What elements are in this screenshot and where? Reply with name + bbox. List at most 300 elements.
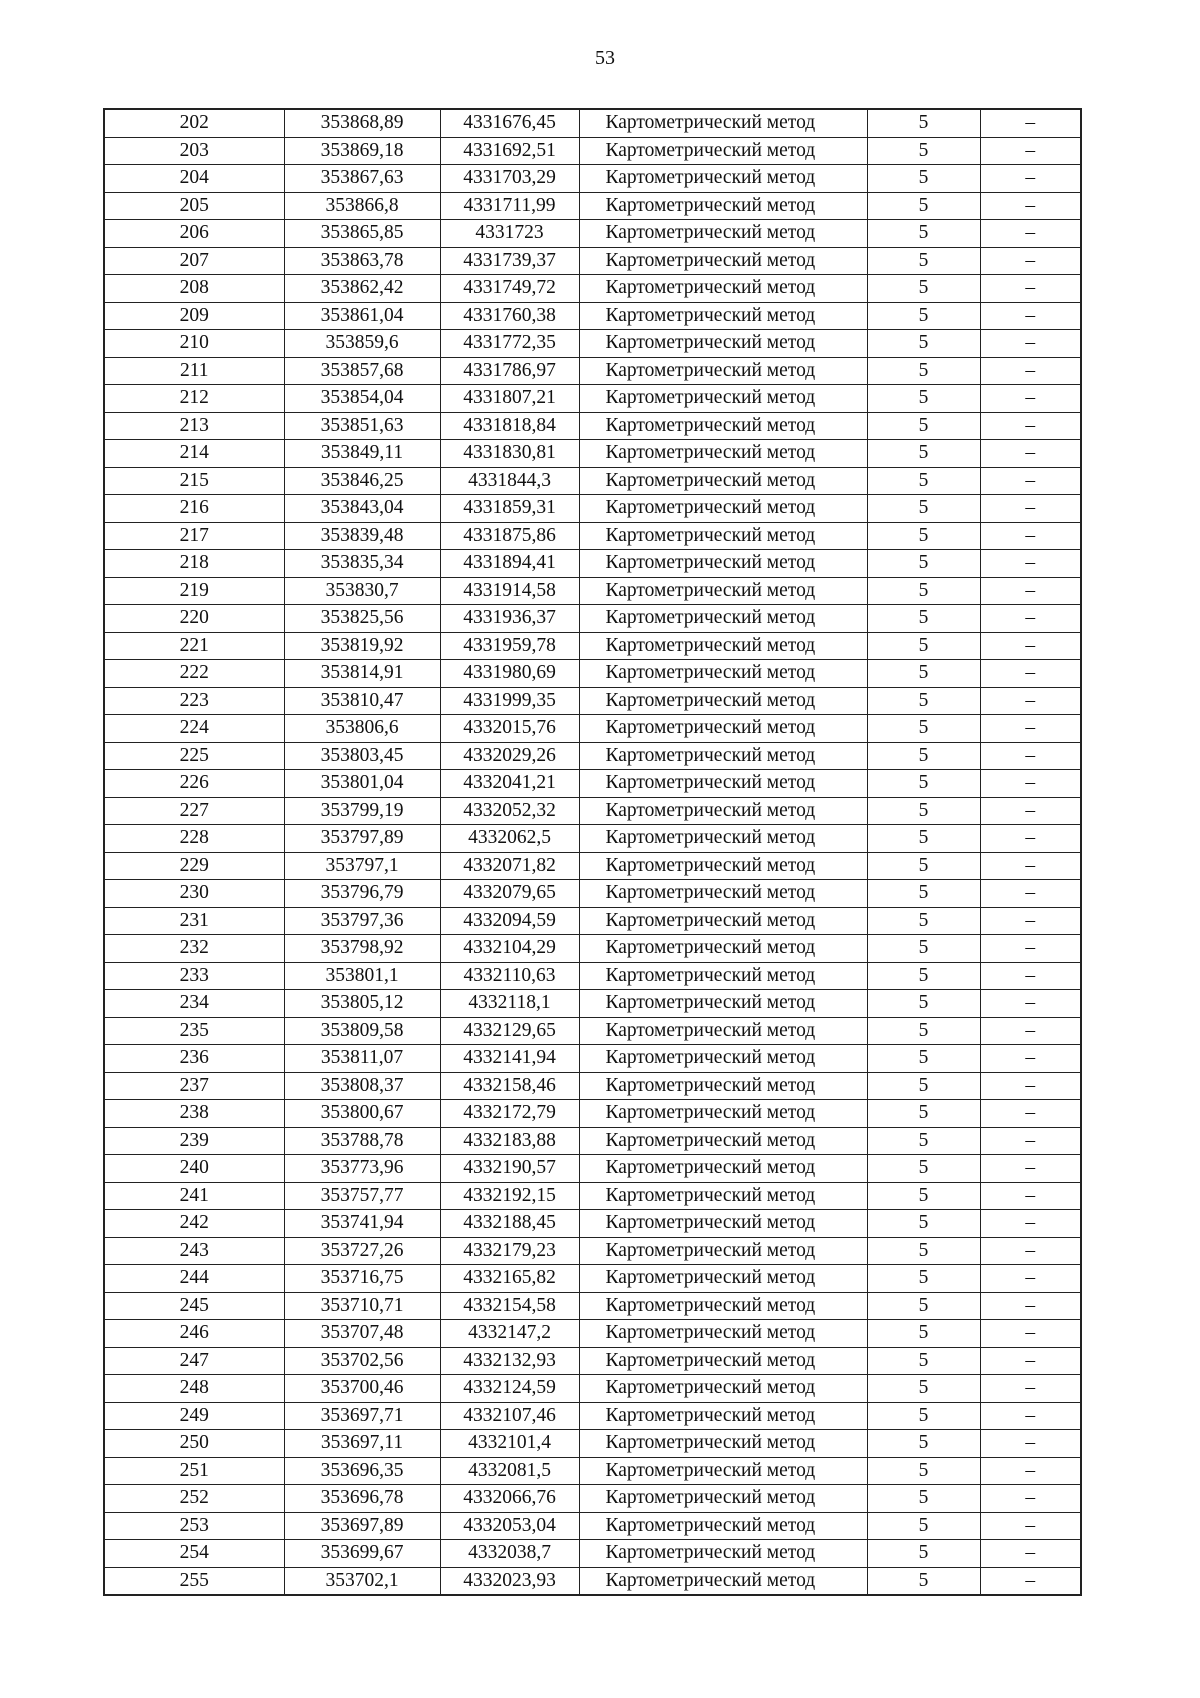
point-number-cell: 253: [104, 1512, 284, 1540]
note-cell: –: [980, 1045, 1081, 1073]
point-number-cell: 237: [104, 1072, 284, 1100]
note-cell: –: [980, 330, 1081, 358]
method-cell: Картометрический метод: [579, 275, 867, 303]
point-number-cell: 230: [104, 880, 284, 908]
note-cell: –: [980, 1320, 1081, 1348]
method-cell: Картометрический метод: [579, 1072, 867, 1100]
x-coordinate-cell: 353839,48: [284, 522, 440, 550]
point-number-cell: 213: [104, 412, 284, 440]
x-coordinate-cell: 353825,56: [284, 605, 440, 633]
x-coordinate-cell: 353707,48: [284, 1320, 440, 1348]
accuracy-cell: 5: [867, 1375, 980, 1403]
y-coordinate-cell: 4331692,51: [440, 137, 579, 165]
x-coordinate-cell: 353803,45: [284, 742, 440, 770]
method-cell: Картометрический метод: [579, 467, 867, 495]
x-coordinate-cell: 353843,04: [284, 495, 440, 523]
y-coordinate-cell: 4331894,41: [440, 550, 579, 578]
table-row: [104, 742, 1081, 770]
table-row: [104, 715, 1081, 743]
note-cell: –: [980, 1210, 1081, 1238]
table-row: [104, 165, 1081, 193]
accuracy-cell: 5: [867, 109, 980, 137]
method-cell: Картометрический метод: [579, 220, 867, 248]
x-coordinate-cell: 353861,04: [284, 302, 440, 330]
x-coordinate-cell: 353716,75: [284, 1265, 440, 1293]
x-coordinate-cell: 353700,46: [284, 1375, 440, 1403]
y-coordinate-cell: 4331749,72: [440, 275, 579, 303]
point-number-cell: 238: [104, 1100, 284, 1128]
accuracy-cell: 5: [867, 605, 980, 633]
accuracy-cell: 5: [867, 495, 980, 523]
y-coordinate-cell: 4331844,3: [440, 467, 579, 495]
accuracy-cell: 5: [867, 1127, 980, 1155]
accuracy-cell: 5: [867, 357, 980, 385]
coordinates-table: [103, 108, 1082, 1596]
x-coordinate-cell: 353710,71: [284, 1292, 440, 1320]
table-row: [104, 1540, 1081, 1568]
note-cell: –: [980, 1567, 1081, 1595]
table-row: [104, 1017, 1081, 1045]
x-coordinate-cell: 353808,37: [284, 1072, 440, 1100]
point-number-cell: 234: [104, 990, 284, 1018]
method-cell: Картометрический метод: [579, 1237, 867, 1265]
method-cell: Картометрический метод: [579, 1320, 867, 1348]
method-cell: Картометрический метод: [579, 550, 867, 578]
accuracy-cell: 5: [867, 247, 980, 275]
x-coordinate-cell: 353835,34: [284, 550, 440, 578]
table-row: [104, 935, 1081, 963]
y-coordinate-cell: 4332094,59: [440, 907, 579, 935]
method-cell: Картометрический метод: [579, 1100, 867, 1128]
method-cell: Картометрический метод: [579, 687, 867, 715]
note-cell: –: [980, 1100, 1081, 1128]
point-number-cell: 242: [104, 1210, 284, 1238]
x-coordinate-cell: 353806,6: [284, 715, 440, 743]
point-number-cell: 250: [104, 1430, 284, 1458]
point-number-cell: 211: [104, 357, 284, 385]
y-coordinate-cell: 4332192,15: [440, 1182, 579, 1210]
y-coordinate-cell: 4332188,45: [440, 1210, 579, 1238]
point-number-cell: 240: [104, 1155, 284, 1183]
point-number-cell: 209: [104, 302, 284, 330]
note-cell: –: [980, 109, 1081, 137]
note-cell: –: [980, 990, 1081, 1018]
note-cell: –: [980, 385, 1081, 413]
note-cell: –: [980, 165, 1081, 193]
note-cell: –: [980, 137, 1081, 165]
accuracy-cell: 5: [867, 852, 980, 880]
note-cell: –: [980, 440, 1081, 468]
accuracy-cell: 5: [867, 1430, 980, 1458]
point-number-cell: 222: [104, 660, 284, 688]
accuracy-cell: 5: [867, 1567, 980, 1595]
point-number-cell: 251: [104, 1457, 284, 1485]
y-coordinate-cell: 4331760,38: [440, 302, 579, 330]
note-cell: –: [980, 1127, 1081, 1155]
accuracy-cell: 5: [867, 577, 980, 605]
note-cell: –: [980, 1457, 1081, 1485]
accuracy-cell: 5: [867, 522, 980, 550]
method-cell: Картометрический метод: [579, 577, 867, 605]
method-cell: Картометрический метод: [579, 1457, 867, 1485]
point-number-cell: 224: [104, 715, 284, 743]
method-cell: Картометрический метод: [579, 962, 867, 990]
table-row: [104, 880, 1081, 908]
accuracy-cell: 5: [867, 962, 980, 990]
point-number-cell: 255: [104, 1567, 284, 1595]
x-coordinate-cell: 353797,1: [284, 852, 440, 880]
y-coordinate-cell: 4332029,26: [440, 742, 579, 770]
point-number-cell: 245: [104, 1292, 284, 1320]
accuracy-cell: 5: [867, 385, 980, 413]
y-coordinate-cell: 4332110,63: [440, 962, 579, 990]
accuracy-cell: 5: [867, 192, 980, 220]
y-coordinate-cell: 4332165,82: [440, 1265, 579, 1293]
method-cell: Картометрический метод: [579, 1045, 867, 1073]
note-cell: –: [980, 302, 1081, 330]
accuracy-cell: 5: [867, 990, 980, 1018]
accuracy-cell: 5: [867, 660, 980, 688]
point-number-cell: 226: [104, 770, 284, 798]
note-cell: –: [980, 1402, 1081, 1430]
point-number-cell: 206: [104, 220, 284, 248]
point-number-cell: 235: [104, 1017, 284, 1045]
table-row: [104, 109, 1081, 137]
table-row: [104, 1567, 1081, 1595]
x-coordinate-cell: 353699,67: [284, 1540, 440, 1568]
table-row: [104, 1402, 1081, 1430]
table-row: [104, 687, 1081, 715]
point-number-cell: 227: [104, 797, 284, 825]
accuracy-cell: 5: [867, 302, 980, 330]
note-cell: –: [980, 522, 1081, 550]
note-cell: –: [980, 357, 1081, 385]
table-row: [104, 1045, 1081, 1073]
table-row: [104, 467, 1081, 495]
x-coordinate-cell: 353814,91: [284, 660, 440, 688]
note-cell: –: [980, 797, 1081, 825]
method-cell: Картометрический метод: [579, 1210, 867, 1238]
point-number-cell: 233: [104, 962, 284, 990]
note-cell: –: [980, 852, 1081, 880]
x-coordinate-cell: 353799,19: [284, 797, 440, 825]
accuracy-cell: 5: [867, 1402, 980, 1430]
method-cell: Картометрический метод: [579, 770, 867, 798]
accuracy-cell: 5: [867, 1512, 980, 1540]
method-cell: Картометрический метод: [579, 522, 867, 550]
accuracy-cell: 5: [867, 797, 980, 825]
accuracy-cell: 5: [867, 550, 980, 578]
y-coordinate-cell: 4332038,7: [440, 1540, 579, 1568]
point-number-cell: 248: [104, 1375, 284, 1403]
y-coordinate-cell: 4332154,58: [440, 1292, 579, 1320]
accuracy-cell: 5: [867, 275, 980, 303]
y-coordinate-cell: 4331830,81: [440, 440, 579, 468]
note-cell: –: [980, 1485, 1081, 1513]
note-cell: –: [980, 1347, 1081, 1375]
y-coordinate-cell: 4332158,46: [440, 1072, 579, 1100]
table-row: [104, 990, 1081, 1018]
point-number-cell: 221: [104, 632, 284, 660]
x-coordinate-cell: 353797,36: [284, 907, 440, 935]
method-cell: Картометрический метод: [579, 880, 867, 908]
point-number-cell: 236: [104, 1045, 284, 1073]
accuracy-cell: 5: [867, 1237, 980, 1265]
x-coordinate-cell: 353801,1: [284, 962, 440, 990]
note-cell: –: [980, 1017, 1081, 1045]
point-number-cell: 202: [104, 109, 284, 137]
x-coordinate-cell: 353857,68: [284, 357, 440, 385]
table-row: [104, 385, 1081, 413]
method-cell: Картометрический метод: [579, 1292, 867, 1320]
table-row: [104, 1320, 1081, 1348]
y-coordinate-cell: 4332023,93: [440, 1567, 579, 1595]
method-cell: Картометрический метод: [579, 1182, 867, 1210]
note-cell: –: [980, 1237, 1081, 1265]
method-cell: Картометрический метод: [579, 632, 867, 660]
x-coordinate-cell: 353757,77: [284, 1182, 440, 1210]
note-cell: –: [980, 1512, 1081, 1540]
method-cell: Картометрический метод: [579, 192, 867, 220]
y-coordinate-cell: 4332052,32: [440, 797, 579, 825]
y-coordinate-cell: 4332079,65: [440, 880, 579, 908]
method-cell: Картометрический метод: [579, 1485, 867, 1513]
method-cell: Картометрический метод: [579, 137, 867, 165]
accuracy-cell: 5: [867, 770, 980, 798]
table-row: [104, 770, 1081, 798]
y-coordinate-cell: 4332107,46: [440, 1402, 579, 1430]
accuracy-cell: 5: [867, 907, 980, 935]
table-row: [104, 247, 1081, 275]
note-cell: –: [980, 577, 1081, 605]
y-coordinate-cell: 4332066,76: [440, 1485, 579, 1513]
table-row: [104, 1485, 1081, 1513]
y-coordinate-cell: 4332118,1: [440, 990, 579, 1018]
point-number-cell: 212: [104, 385, 284, 413]
table-row: [104, 1237, 1081, 1265]
x-coordinate-cell: 353797,89: [284, 825, 440, 853]
note-cell: –: [980, 1292, 1081, 1320]
x-coordinate-cell: 353867,63: [284, 165, 440, 193]
accuracy-cell: 5: [867, 137, 980, 165]
note-cell: –: [980, 605, 1081, 633]
accuracy-cell: 5: [867, 1100, 980, 1128]
x-coordinate-cell: 353727,26: [284, 1237, 440, 1265]
note-cell: –: [980, 220, 1081, 248]
y-coordinate-cell: 4331676,45: [440, 109, 579, 137]
x-coordinate-cell: 353862,42: [284, 275, 440, 303]
method-cell: Картометрический метод: [579, 852, 867, 880]
y-coordinate-cell: 4331959,78: [440, 632, 579, 660]
note-cell: –: [980, 770, 1081, 798]
point-number-cell: 249: [104, 1402, 284, 1430]
point-number-cell: 223: [104, 687, 284, 715]
method-cell: Картометрический метод: [579, 330, 867, 358]
method-cell: Картометрический метод: [579, 247, 867, 275]
x-coordinate-cell: 353830,7: [284, 577, 440, 605]
y-coordinate-cell: 4331703,29: [440, 165, 579, 193]
y-coordinate-cell: 4332101,4: [440, 1430, 579, 1458]
x-coordinate-cell: 353697,71: [284, 1402, 440, 1430]
table-row: [104, 302, 1081, 330]
x-coordinate-cell: 353800,67: [284, 1100, 440, 1128]
x-coordinate-cell: 353801,04: [284, 770, 440, 798]
table-row: [104, 220, 1081, 248]
table-row: [104, 495, 1081, 523]
method-cell: Картометрический метод: [579, 797, 867, 825]
point-number-cell: 210: [104, 330, 284, 358]
accuracy-cell: 5: [867, 1155, 980, 1183]
table-row: [104, 1347, 1081, 1375]
note-cell: –: [980, 907, 1081, 935]
y-coordinate-cell: 4332172,79: [440, 1100, 579, 1128]
y-coordinate-cell: 4331786,97: [440, 357, 579, 385]
table-row: [104, 275, 1081, 303]
x-coordinate-cell: 353866,8: [284, 192, 440, 220]
method-cell: Картометрический метод: [579, 1347, 867, 1375]
x-coordinate-cell: 353819,92: [284, 632, 440, 660]
accuracy-cell: 5: [867, 880, 980, 908]
method-cell: Картометрический метод: [579, 742, 867, 770]
point-number-cell: 220: [104, 605, 284, 633]
table-body: [104, 109, 1081, 1595]
y-coordinate-cell: 4331739,37: [440, 247, 579, 275]
table-row: [104, 412, 1081, 440]
method-cell: Картометрический метод: [579, 385, 867, 413]
y-coordinate-cell: 4331980,69: [440, 660, 579, 688]
table-row: [104, 1430, 1081, 1458]
accuracy-cell: 5: [867, 1485, 980, 1513]
y-coordinate-cell: 4331936,37: [440, 605, 579, 633]
accuracy-cell: 5: [867, 742, 980, 770]
table-row: [104, 1072, 1081, 1100]
method-cell: Картометрический метод: [579, 1155, 867, 1183]
table-row: [104, 192, 1081, 220]
table-row: [104, 1127, 1081, 1155]
y-coordinate-cell: 4332062,5: [440, 825, 579, 853]
y-coordinate-cell: 4332104,29: [440, 935, 579, 963]
table-row: [104, 605, 1081, 633]
note-cell: –: [980, 412, 1081, 440]
note-cell: –: [980, 742, 1081, 770]
y-coordinate-cell: 4332129,65: [440, 1017, 579, 1045]
point-number-cell: 246: [104, 1320, 284, 1348]
table-row: [104, 1375, 1081, 1403]
method-cell: Картометрический метод: [579, 165, 867, 193]
method-cell: Картометрический метод: [579, 605, 867, 633]
point-number-cell: 232: [104, 935, 284, 963]
x-coordinate-cell: 353696,35: [284, 1457, 440, 1485]
table-row: [104, 1512, 1081, 1540]
point-number-cell: 244: [104, 1265, 284, 1293]
method-cell: Картометрический метод: [579, 715, 867, 743]
point-number-cell: 241: [104, 1182, 284, 1210]
method-cell: Картометрический метод: [579, 357, 867, 385]
table-row: [104, 1265, 1081, 1293]
point-number-cell: 204: [104, 165, 284, 193]
x-coordinate-cell: 353849,11: [284, 440, 440, 468]
note-cell: –: [980, 880, 1081, 908]
x-coordinate-cell: 353810,47: [284, 687, 440, 715]
point-number-cell: 243: [104, 1237, 284, 1265]
y-coordinate-cell: 4332147,2: [440, 1320, 579, 1348]
accuracy-cell: 5: [867, 687, 980, 715]
accuracy-cell: 5: [867, 330, 980, 358]
table-row: [104, 357, 1081, 385]
point-number-cell: 239: [104, 1127, 284, 1155]
y-coordinate-cell: 4332141,94: [440, 1045, 579, 1073]
note-cell: –: [980, 1182, 1081, 1210]
method-cell: Картометрический метод: [579, 1127, 867, 1155]
method-cell: Картометрический метод: [579, 1540, 867, 1568]
accuracy-cell: 5: [867, 220, 980, 248]
table-row: [104, 907, 1081, 935]
y-coordinate-cell: 4331723: [440, 220, 579, 248]
point-number-cell: 216: [104, 495, 284, 523]
table-row: [104, 632, 1081, 660]
table-row: [104, 962, 1081, 990]
note-cell: –: [980, 962, 1081, 990]
y-coordinate-cell: 4332183,88: [440, 1127, 579, 1155]
point-number-cell: 228: [104, 825, 284, 853]
y-coordinate-cell: 4331772,35: [440, 330, 579, 358]
note-cell: –: [980, 1430, 1081, 1458]
note-cell: –: [980, 1072, 1081, 1100]
accuracy-cell: 5: [867, 1045, 980, 1073]
note-cell: –: [980, 825, 1081, 853]
table-row: [104, 1182, 1081, 1210]
point-number-cell: 203: [104, 137, 284, 165]
note-cell: –: [980, 715, 1081, 743]
accuracy-cell: 5: [867, 165, 980, 193]
table-row: [104, 825, 1081, 853]
note-cell: –: [980, 1375, 1081, 1403]
point-number-cell: 207: [104, 247, 284, 275]
y-coordinate-cell: 4332190,57: [440, 1155, 579, 1183]
table-row: [104, 577, 1081, 605]
note-cell: –: [980, 467, 1081, 495]
y-coordinate-cell: 4331859,31: [440, 495, 579, 523]
table-row: [104, 1155, 1081, 1183]
accuracy-cell: 5: [867, 1320, 980, 1348]
table-row: [104, 660, 1081, 688]
table-row: [104, 1100, 1081, 1128]
note-cell: –: [980, 935, 1081, 963]
point-number-cell: 218: [104, 550, 284, 578]
y-coordinate-cell: 4332081,5: [440, 1457, 579, 1485]
y-coordinate-cell: 4332179,23: [440, 1237, 579, 1265]
note-cell: –: [980, 1540, 1081, 1568]
table-row: [104, 137, 1081, 165]
note-cell: –: [980, 275, 1081, 303]
page-number: 53: [595, 47, 615, 69]
point-number-cell: 214: [104, 440, 284, 468]
x-coordinate-cell: 353798,92: [284, 935, 440, 963]
method-cell: Картометрический метод: [579, 495, 867, 523]
x-coordinate-cell: 353702,1: [284, 1567, 440, 1595]
note-cell: –: [980, 247, 1081, 275]
x-coordinate-cell: 353741,94: [284, 1210, 440, 1238]
table-row: [104, 1457, 1081, 1485]
method-cell: Картометрический метод: [579, 1375, 867, 1403]
table-row: [104, 440, 1081, 468]
accuracy-cell: 5: [867, 1457, 980, 1485]
method-cell: Картометрический метод: [579, 1512, 867, 1540]
y-coordinate-cell: 4331914,58: [440, 577, 579, 605]
note-cell: –: [980, 192, 1081, 220]
accuracy-cell: 5: [867, 1072, 980, 1100]
method-cell: Картометрический метод: [579, 660, 867, 688]
